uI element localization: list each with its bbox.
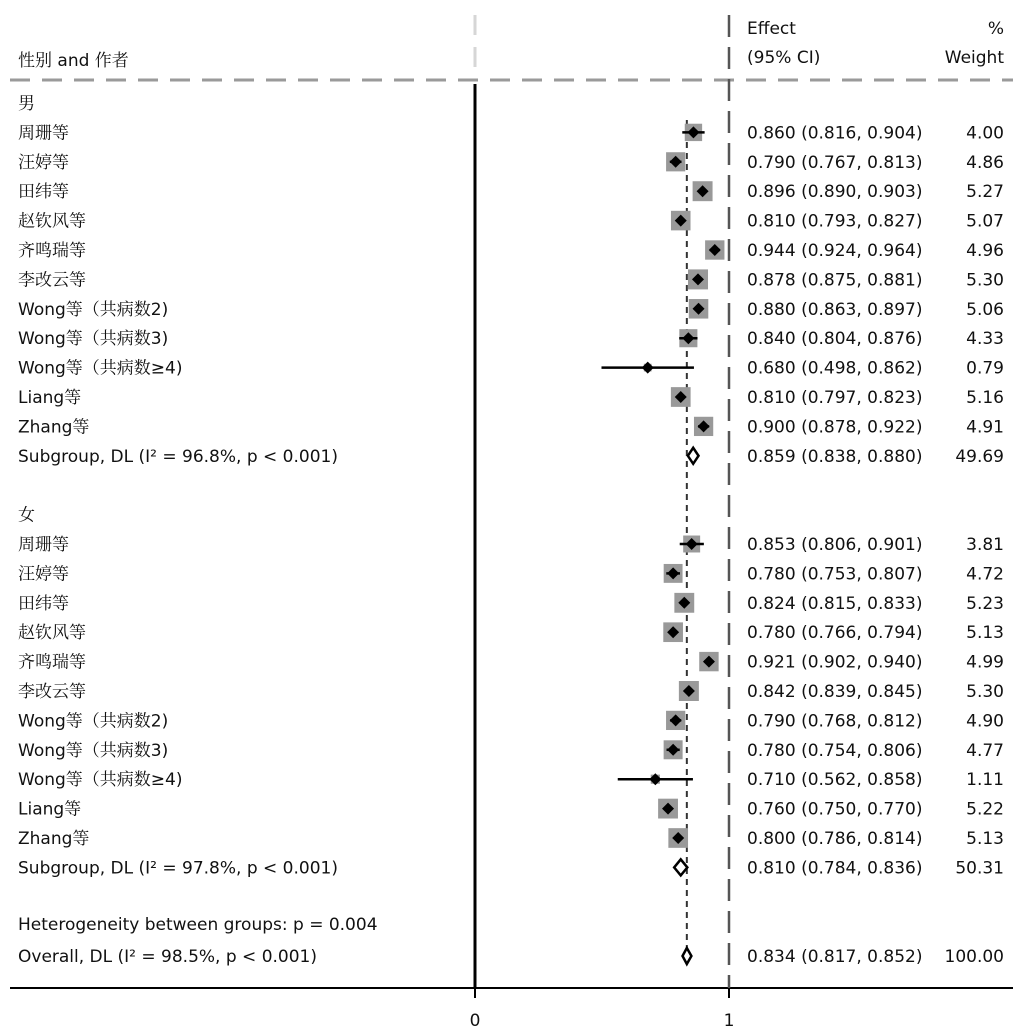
study-weight: 4.96 xyxy=(966,241,1004,261)
header-effect-label: Effect xyxy=(747,19,796,39)
study-weight: 5.27 xyxy=(966,182,1004,203)
study-label: 赵钦风等 xyxy=(18,623,86,644)
study-label: 田纬等 xyxy=(18,593,69,614)
study-effect-ci: 0.944 (0.924, 0.964) xyxy=(747,241,923,261)
study-effect-ci: 0.900 (0.878, 0.922) xyxy=(747,417,923,438)
study-label: 周珊等 xyxy=(18,535,69,555)
study-label: Wong等（共病数3) xyxy=(18,329,169,350)
study-weight: 5.22 xyxy=(966,799,1004,820)
study-label: Wong等（共病数≥4) xyxy=(18,358,183,379)
study-weight: 5.07 xyxy=(966,211,1004,232)
study-effect-ci: 0.860 (0.816, 0.904) xyxy=(747,123,923,144)
study-point xyxy=(642,362,654,374)
overall-summary-label: Overall, DL (I² = 98.5%, p < 0.001) xyxy=(18,947,317,967)
study-effect-ci: 0.824 (0.815, 0.833) xyxy=(747,593,923,614)
overall-summary-diamond xyxy=(683,948,692,964)
study-effect-ci: 0.878 (0.875, 0.881) xyxy=(747,270,923,291)
study-weight: 4.86 xyxy=(966,152,1004,173)
study-weight: 4.90 xyxy=(966,711,1004,732)
study-effect-ci: 0.810 (0.793, 0.827) xyxy=(747,211,923,232)
rows xyxy=(18,94,1004,967)
subgroup-summary-diamond xyxy=(688,448,699,464)
study-label: Wong等（共病数2) xyxy=(18,711,169,732)
study-effect-ci: 0.680 (0.498, 0.862) xyxy=(747,358,923,379)
subgroup-summary-weight: 49.69 xyxy=(955,446,1004,467)
study-weight: 4.77 xyxy=(966,740,1004,761)
study-weight: 5.16 xyxy=(966,388,1004,408)
subgroup-summary-label: Subgroup, DL (I² = 96.8%, p < 0.001) xyxy=(18,446,338,467)
study-effect-ci: 0.790 (0.767, 0.813) xyxy=(747,152,923,173)
study-label: 李改云等 xyxy=(18,682,86,702)
study-label: Wong等（共病数≥4) xyxy=(18,770,183,791)
study-effect-ci: 0.853 (0.806, 0.901) xyxy=(747,535,923,555)
study-effect-ci: 0.921 (0.902, 0.940) xyxy=(747,652,923,673)
overall-summary-effect-ci: 0.834 (0.817, 0.852) xyxy=(747,947,923,967)
header-ci-label: (95% CI) xyxy=(747,48,821,68)
study-weight: 5.30 xyxy=(966,270,1004,291)
study-weight: 4.99 xyxy=(966,652,1004,673)
study-weight: 0.79 xyxy=(966,358,1004,379)
study-effect-ci: 0.880 (0.863, 0.897) xyxy=(747,299,923,320)
study-label: Liang等 xyxy=(18,799,82,820)
study-effect-ci: 0.780 (0.753, 0.807) xyxy=(747,564,923,585)
subgroup-heading: 女 xyxy=(18,505,35,526)
study-effect-ci: 0.780 (0.754, 0.806) xyxy=(747,740,923,761)
study-label: 周珊等 xyxy=(18,123,69,144)
study-effect-ci: 0.896 (0.890, 0.903) xyxy=(747,182,923,203)
study-weight: 4.00 xyxy=(966,123,1004,144)
study-effect-ci: 0.710 (0.562, 0.858) xyxy=(747,770,923,791)
x-tick-labels xyxy=(470,1011,735,1031)
header xyxy=(18,19,1004,71)
study-effect-ci: 0.790 (0.768, 0.812) xyxy=(747,711,923,732)
subgroup-summary-label: Subgroup, DL (I² = 97.8%, p < 0.001) xyxy=(18,858,338,879)
subgroup-summary-weight: 50.31 xyxy=(955,858,1004,879)
study-effect-ci: 0.840 (0.804, 0.876) xyxy=(747,329,923,350)
study-label: 赵钦风等 xyxy=(18,211,86,232)
study-label: Zhang等 xyxy=(18,417,90,438)
study-label: 汪婷等 xyxy=(18,152,69,173)
subgroup-summary-effect-ci: 0.810 (0.784, 0.836) xyxy=(747,858,923,879)
study-weight: 4.91 xyxy=(966,417,1004,438)
study-label: 齐鸣瑞等 xyxy=(18,241,86,261)
subgroup-heading: 男 xyxy=(18,94,35,114)
subgroup-summary-diamond xyxy=(674,859,687,875)
study-weight: 4.33 xyxy=(966,329,1004,350)
study-weight: 1.11 xyxy=(966,770,1004,791)
heterogeneity-label: Heterogeneity between groups: p = 0.004 xyxy=(18,915,378,935)
header-left-label: 性别 and 作者 xyxy=(18,51,129,71)
tick-label-0: 0 xyxy=(469,1011,481,1031)
study-weight: 4.72 xyxy=(966,564,1004,585)
study-label: 田纬等 xyxy=(18,182,69,203)
subgroup-summary-effect-ci: 0.859 (0.838, 0.880) xyxy=(747,446,923,467)
study-weight: 5.13 xyxy=(966,623,1004,644)
study-label: 齐鸣瑞等 xyxy=(18,652,86,673)
tick-label-1: 1 xyxy=(723,1011,735,1031)
study-effect-ci: 0.810 (0.797, 0.823) xyxy=(747,388,923,408)
study-effect-ci: 0.760 (0.750, 0.770) xyxy=(747,799,923,820)
header-percent-label: % xyxy=(987,19,1004,39)
study-weight: 5.13 xyxy=(966,829,1004,849)
study-weight: 5.30 xyxy=(966,682,1004,702)
study-weight: 5.06 xyxy=(966,299,1004,320)
header-weight-label: Weight xyxy=(944,48,1004,68)
study-label: Zhang等 xyxy=(18,829,90,849)
study-weight: 3.81 xyxy=(966,535,1004,555)
study-label: 李改云等 xyxy=(18,270,86,291)
overall-summary-weight: 100.00 xyxy=(944,947,1004,967)
study-label: Liang等 xyxy=(18,388,82,408)
study-weight: 5.23 xyxy=(966,593,1004,614)
study-effect-ci: 0.842 (0.839, 0.845) xyxy=(747,682,923,702)
study-effect-ci: 0.780 (0.766, 0.794) xyxy=(747,623,923,644)
study-label: Wong等（共病数2) xyxy=(18,299,169,320)
study-label: 汪婷等 xyxy=(18,564,69,585)
study-label: Wong等（共病数3) xyxy=(18,740,169,761)
study-effect-ci: 0.800 (0.786, 0.814) xyxy=(747,829,923,849)
